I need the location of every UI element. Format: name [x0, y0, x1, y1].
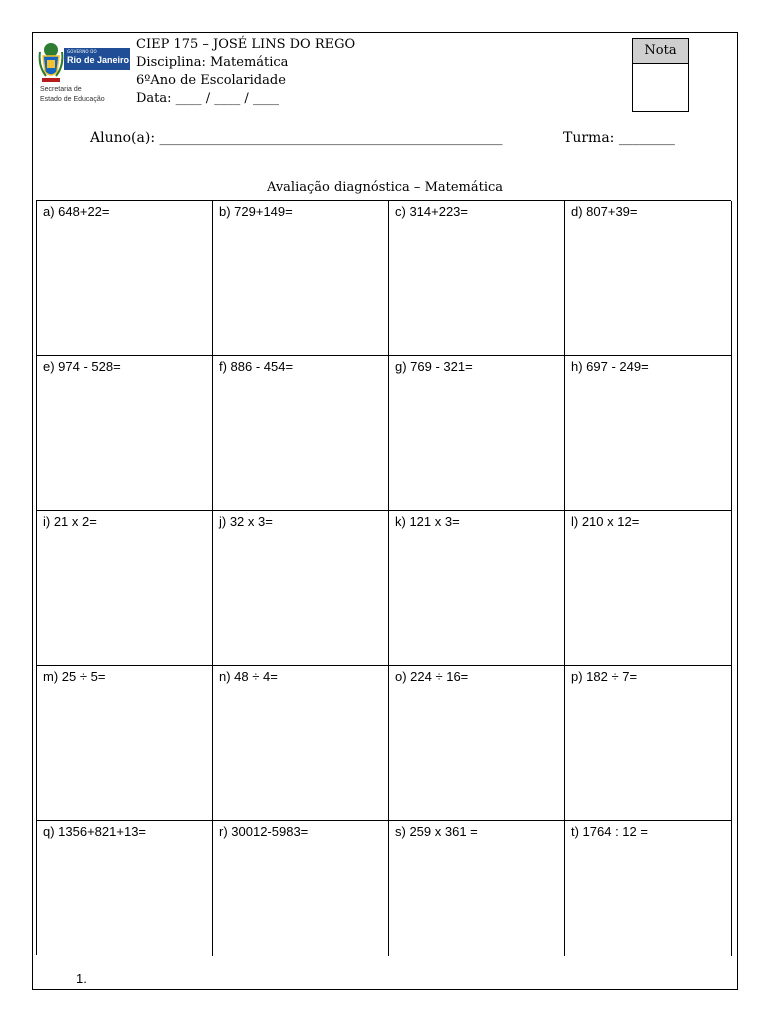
problem-cell[interactable]: r) 30012-5983= — [213, 821, 389, 956]
rj-education-logo — [38, 38, 130, 110]
problem-cell[interactable]: a) 648+22= — [37, 201, 213, 356]
problem-grid — [36, 200, 731, 955]
page-title: Avaliação diagnóstica – Matemática — [266, 180, 504, 195]
problem-cell[interactable]: f) 886 - 454= — [213, 356, 389, 511]
subject-line: Disciplina: Matemática — [136, 55, 289, 70]
problem-cell[interactable]: j) 32 x 3= — [213, 511, 389, 666]
problem-cell[interactable]: c) 314+223= — [389, 201, 565, 356]
problem-cell[interactable]: e) 974 - 528= — [37, 356, 213, 511]
school-name: CIEP 175 – JOSÉ LINS DO REGO — [136, 37, 356, 52]
problem-cell[interactable]: b) 729+149= — [213, 201, 389, 356]
list-number: 1. — [76, 971, 87, 986]
grade-box — [632, 38, 689, 112]
coat-of-arms-icon — [38, 40, 64, 84]
logo-small-text: GOVERNO DO — [67, 49, 97, 54]
problem-cell[interactable]: h) 697 - 249= — [565, 356, 732, 511]
problem-cell[interactable]: q) 1356+821+13= — [37, 821, 213, 956]
problem-cell[interactable]: k) 121 x 3= — [389, 511, 565, 666]
date-line: Data: ____ / ____ / ____ — [136, 91, 279, 106]
logo-banner — [64, 48, 130, 70]
problem-cell[interactable]: m) 25 ÷ 5= — [37, 666, 213, 821]
problem-cell[interactable]: s) 259 x 361 = — [389, 821, 565, 956]
problem-cell[interactable]: p) 182 ÷ 7= — [565, 666, 732, 821]
logo-big-text: Rio de Janeiro — [67, 55, 130, 65]
problem-cell[interactable]: i) 21 x 2= — [37, 511, 213, 666]
problem-cell[interactable]: l) 210 x 12= — [565, 511, 732, 666]
problem-cell[interactable]: n) 48 ÷ 4= — [213, 666, 389, 821]
problem-cell[interactable]: t) 1764 : 12 = — [565, 821, 732, 956]
grade-box-label: Nota — [633, 39, 688, 64]
logo-subtitle-1: Secretaria de — [40, 86, 82, 93]
problem-cell[interactable]: g) 769 - 321= — [389, 356, 565, 511]
student-name-field[interactable]: Aluno(a): _________________________________________________ — [90, 130, 503, 146]
logo-subtitle-2: Estado de Educação — [40, 96, 105, 103]
grade-line: 6ºAno de Escolaridade — [136, 73, 286, 88]
header-info — [136, 36, 355, 108]
problem-cell[interactable]: o) 224 ÷ 16= — [389, 666, 565, 821]
problem-cell[interactable]: d) 807+39= — [565, 201, 732, 356]
class-field[interactable]: Turma: ________ — [563, 130, 675, 146]
